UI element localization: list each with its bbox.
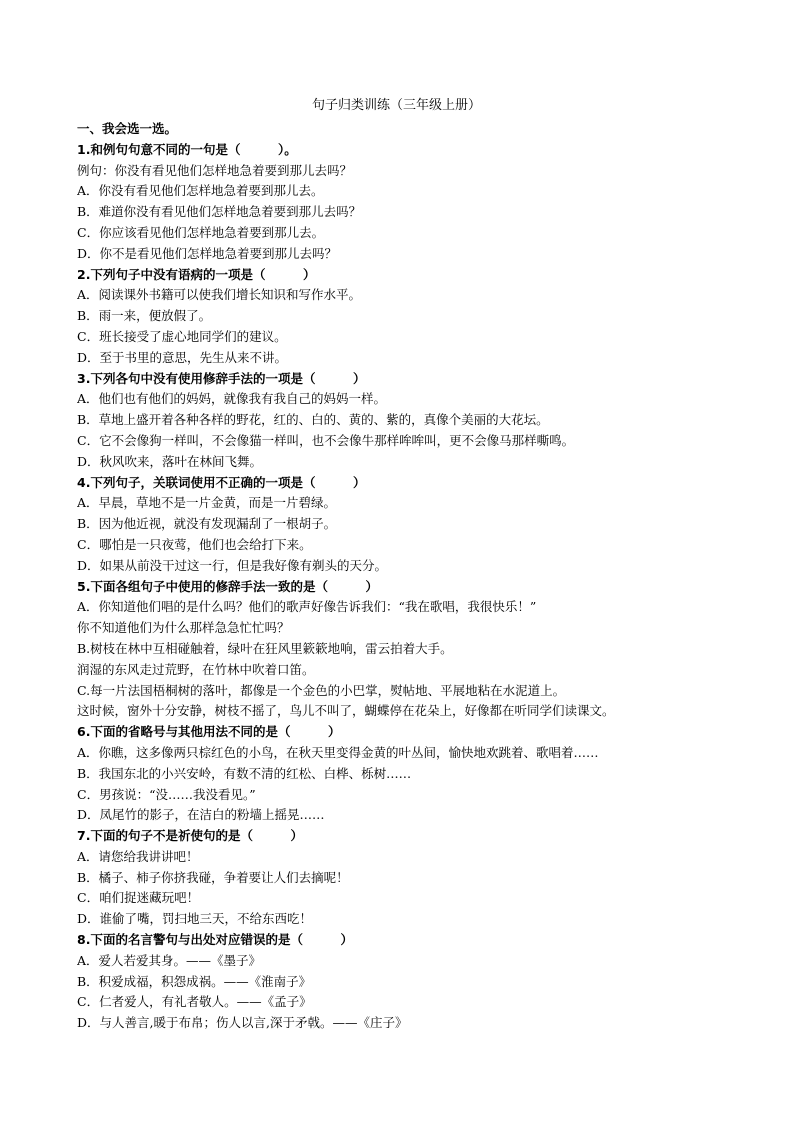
question-line: B.树枝在林中互相碰触着，绿叶在狂风里簌簌地响，雷云拍着大手。: [77, 640, 453, 656]
question-line: C．它不会像狗一样叫，不会像猫一样叫，也不会像牛那样哞哞叫，更不会像马那样嘶鸣。: [77, 432, 575, 448]
question-block: [77, 930, 717, 1034]
section-heading: 一、我会选一选。: [77, 121, 178, 136]
question-line: B．我国东北的小兴安岭，有数不清的红松、白桦、栎树……: [77, 765, 412, 781]
question-stem: 8.下面的名言警句与出处对应错误的是（ ）: [77, 932, 353, 948]
question-line: A．请您给我讲讲吧！: [77, 848, 199, 864]
question-block: [77, 722, 717, 826]
question-line: 例句：你没有看见他们怎样地急着要到那儿去吗？: [77, 162, 353, 178]
question-line: A．阅读课外书籍可以使我们增长知识和写作水平。: [77, 287, 362, 303]
question-line: B．因为他近视，就没有发现漏刮了一根胡子。: [77, 516, 337, 532]
question-line: A．你瞧，这多像两只棕红色的小鸟，在秋天里变得金黄的叶丛间，愉快地欢跳着、歌唱着……: [77, 744, 599, 760]
question-line: C．男孩说：“没……我没看见。”: [77, 786, 256, 802]
question-block: [77, 577, 717, 723]
question-line: 润湿的东风走过荒野，在竹林中吹着口笛。: [77, 661, 315, 677]
question-block: [77, 265, 717, 369]
page-title: 句子归类训练（三年级上册）: [311, 98, 481, 113]
question-stem: 5.下面各组句子中使用的修辞手法一致的是（ ）: [77, 578, 378, 594]
question-line: A．他们也有他们的妈妈，就像我有我自己的妈妈一样。: [77, 391, 387, 407]
question-line: C．你应该看见他们怎样地急着要到那儿去。: [77, 224, 325, 240]
question-stem: 2.下列句子中没有语病的一项是（ ）: [77, 266, 316, 282]
question-line: 你不知道他们为什么那样急急忙忙吗？: [77, 620, 290, 636]
question-line: D．谁偷了嘴，罚扫地三天，不给东西吃！: [77, 911, 313, 927]
question-line: B．难道你没有看见他们怎样地急着要到那儿去吗？: [77, 204, 362, 220]
question-line: D．至于书里的意思，先生从来不讲。: [77, 349, 288, 365]
question-line: D．你不是看见他们怎样地急着要到那儿去吗？: [77, 245, 338, 261]
question-line: B．积爱成福，积怨成祸。——《淮南子》: [77, 973, 312, 989]
question-block: [77, 826, 717, 930]
question-stem: 7.下面的句子不是祈使句的是（ ）: [77, 828, 303, 844]
question-line: B．橘子、柿子你挤我碰，争着要让人们去摘呢！: [77, 869, 349, 885]
question-line: A．你没有看见他们怎样地急着要到那儿去。: [77, 183, 324, 199]
question-line: A．爱人若爱其身。——《墨子》: [77, 952, 262, 968]
question-line: 这时候，窗外十分安静，树枝不摇了，鸟儿不叫了，蝴蝶停在花朵上，好像都在听同学们读课文。: [77, 703, 615, 719]
question-stem: 4.下列句子，关联词使用不正确的一项是（ ）: [77, 474, 366, 490]
question-line: C．班长接受了虚心地同学们的建议。: [77, 328, 287, 344]
question-block: [77, 473, 717, 577]
question-line: C．仁者爱人，有礼者敬人。——《孟子》: [77, 994, 312, 1010]
question-line: B．雨一来，便放假了。: [77, 308, 212, 324]
question-stem: 3.下列各句中没有使用修辞手法的一项是（ ）: [77, 370, 366, 386]
question-line: A．你知道他们唱的是什么吗？他们的歌声好像告诉我们：“我在歌唱，我很快乐！”: [77, 599, 537, 615]
question-line: B．草地上盛开着各种各样的野花，红的、白的、黄的、紫的，真像个美丽的大花坛。: [77, 412, 549, 428]
question-line: C．咱们捉迷藏玩吧！: [77, 890, 200, 906]
question-stem: 1.和例句句意不同的一句是（ ）。: [77, 141, 297, 157]
worksheet-content: [77, 119, 717, 1034]
question-line: D．凤尾竹的影子，在洁白的粉墙上摇晃……: [77, 807, 325, 823]
question-line: D．秋风吹来，落叶在林间飞舞。: [77, 453, 263, 469]
question-block: [77, 140, 717, 265]
question-stem: 6.下面的省略号与其他用法不同的是（ ）: [77, 724, 341, 740]
question-line: C．哪怕是一只夜莺，他们也会给打下来。: [77, 536, 312, 552]
question-list: [77, 140, 717, 1034]
question-line: C.每一片法国梧桐树的落叶，都像是一个金色的小巴掌，熨帖地、平展地粘在水泥道上。: [77, 682, 566, 698]
question-line: D．如果从前没干过这一行，但是我好像有剃头的天分。: [77, 557, 388, 573]
question-block: [77, 369, 717, 473]
question-line: A．早晨，草地不是一片金黄，而是一片碧绿。: [77, 495, 337, 511]
question-line: D．与人善言,暖于布帛；伤人以言,深于矛戟。——《庄子》: [77, 1015, 408, 1031]
